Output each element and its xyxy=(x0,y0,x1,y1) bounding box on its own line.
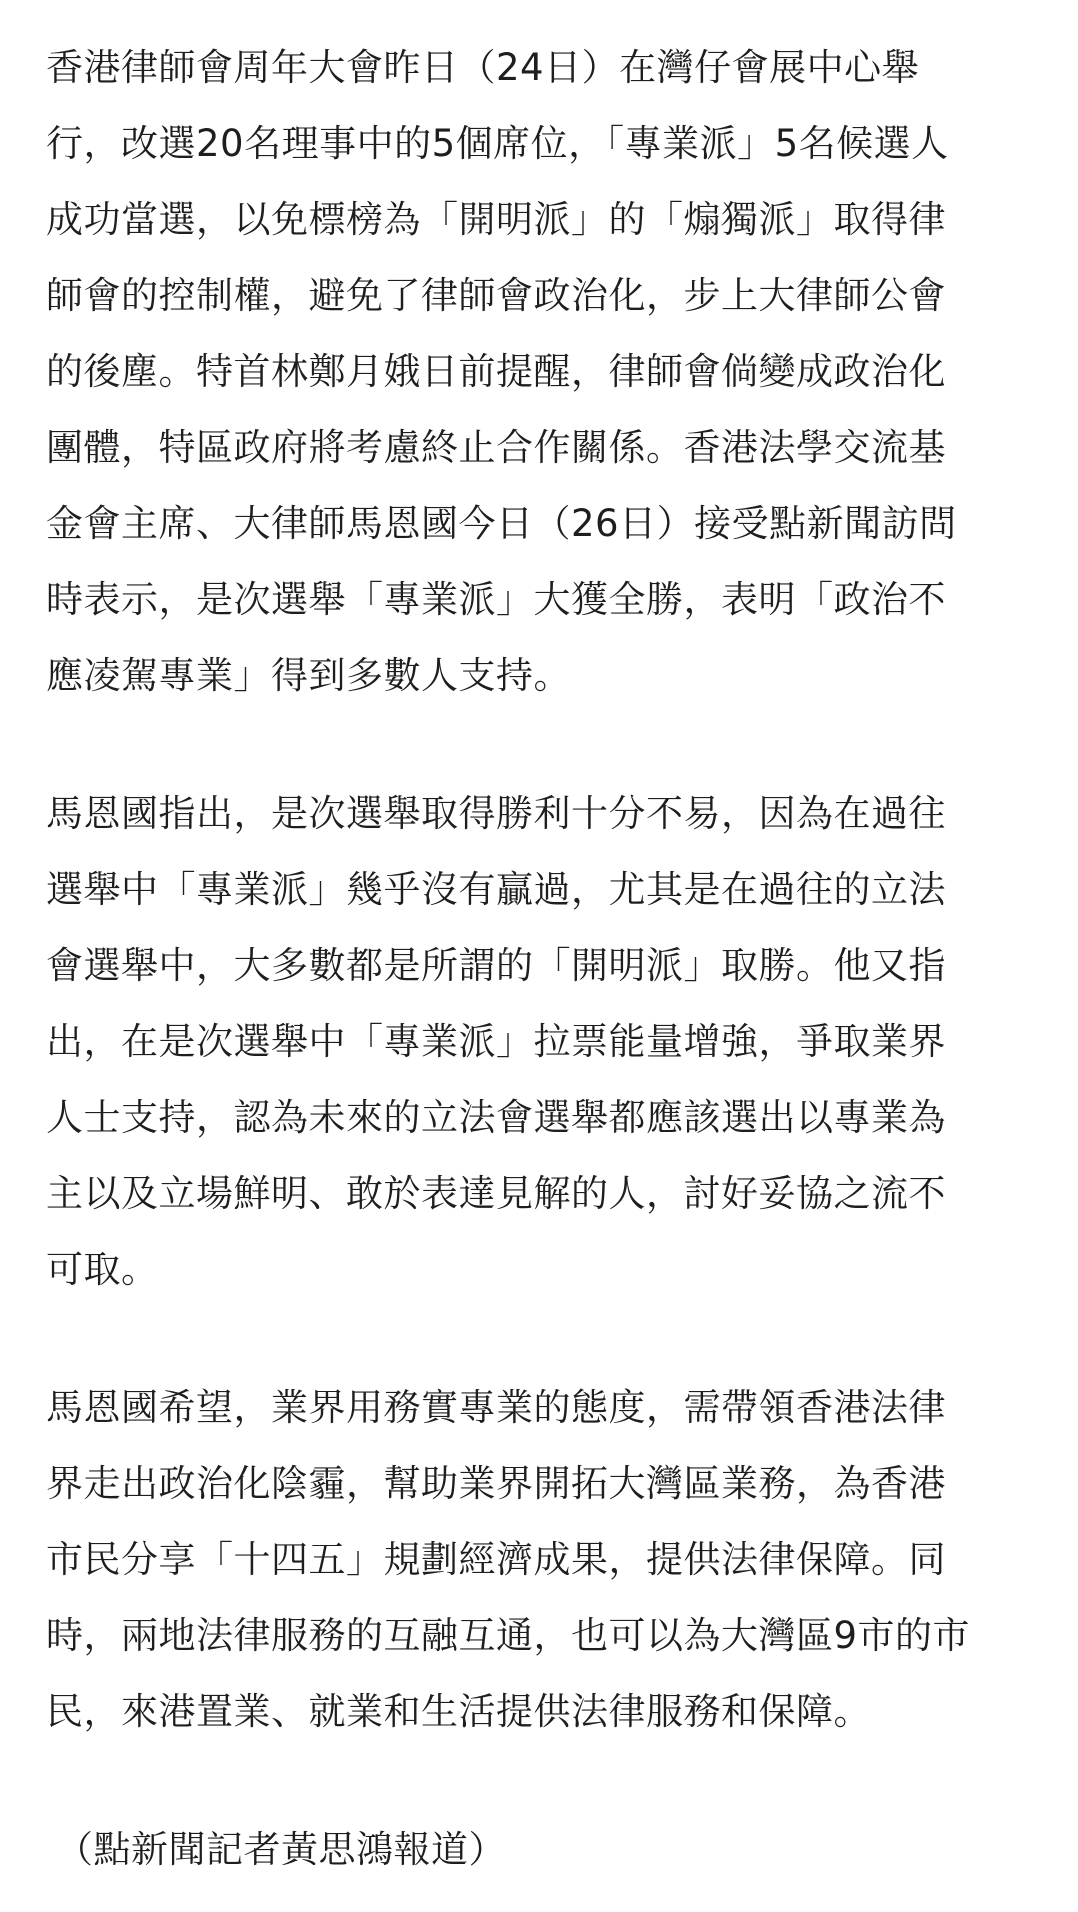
reporter-byline: （點新聞記者黃思鴻報道） xyxy=(56,1828,506,1871)
article-paragraph-1: 香港律師會周年大會昨日（24日）在灣仔會展中心舉 行，改選20名理事中的5個席位，「專業派」5名候選人 成功當選，以免標榜為「開明派」的「煽獨派」取得律 師會的控制權，避免了律師會政治化，步上大律師公會 的後塵。特首林鄭月娥日前提醒，律師會倘變成政治化 團體，特區政府將考慮終止合作關係。香港法學交流基 金會主席、大律師馬恩國今日（26日）接受點新聞訪問 時表示，是次選舉「專業派」大獲全勝，表明「政治不 應凌駕專業」得到多數人支持。 xyxy=(46,46,957,697)
article-paragraph-3: 馬恩國希望，業界用務實專業的態度，需帶領香港法律 界走出政治化陰霾，幫助業界開拓大灣區業務，為香港 市民分享「十四五」規劃經濟成果，提供法律保障。同 時，兩地法律服務的互融互通，也可以為大灣區9市的市 民，來港置業、就業和生活提供法律服務和保障。 xyxy=(46,1386,971,1733)
article-body xyxy=(46,30,1046,1888)
article-paragraph-2: 馬恩國指出，是次選舉取得勝利十分不易，因為在過往 選舉中「專業派」幾乎沒有贏過，尤其是在過往的立法 會選舉中，大多數都是所謂的「開明派」取勝。他又指 出，在是次選舉中「專業派」拉票能量增強，爭取業界 人士支持，認為未來的立法會選舉都應該選出以專業為 主以及立場鮮明、敢於表達見解的人，討好妥協之流不 可取。 xyxy=(46,792,946,1291)
